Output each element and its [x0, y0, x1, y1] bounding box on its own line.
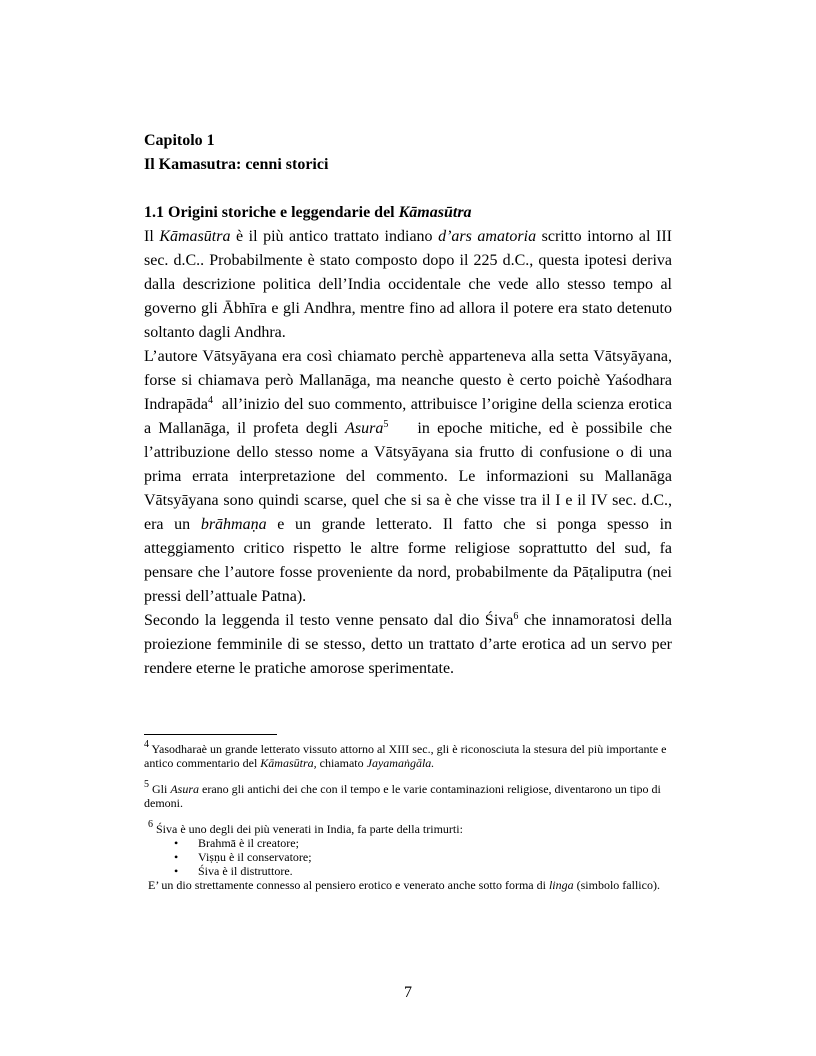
text-run: è il più antico trattato indiano [230, 228, 439, 245]
text-run: Il [144, 228, 160, 245]
text-run: Gli [149, 782, 171, 796]
chapter-number: Capitolo 1 [144, 132, 215, 149]
text-run: e un grande letterato. Il fatto che si ponga spesso in atteggiamento critico rispetto le altre forme religiose soprattutto del sud, fa pensare che l’autore fosse proveniente da nord, probabilmente da Pāṭaliputra (nei pressi dell’attuale Patna). [144, 516, 673, 605]
paragraph-1 [144, 225, 672, 345]
trimurti-list [144, 836, 672, 878]
footnote-ref-4[interactable]: 4 [207, 395, 213, 406]
italic-run: Kāmasūtra [159, 228, 231, 245]
section-heading [144, 201, 672, 225]
text-run: in epoche mitiche, ed è possibile che l’attribuzione dello stesso nome a Vātsyāyana sia frutto di confusione o di una prima errata interpretazione del commento. Le informazioni su Mallanāga Vātsyāyana sono quindi scarse, quel che si sa è che visse tra il I e il IV sec. d.C., era un [144, 420, 677, 533]
footnote-5 [144, 779, 672, 810]
paragraph-2 [144, 345, 677, 609]
list-item: • Śiva è il distruttore. [174, 864, 672, 878]
text-run: chiamato [316, 756, 367, 770]
italic-run: linga [548, 878, 574, 892]
paragraph-3 [144, 609, 672, 681]
footnote-6 [144, 819, 672, 892]
italic-run: Kāmasūtra, [260, 756, 317, 770]
text-run: Secondo la leggenda il testo venne pensato dal dio Śiva [144, 612, 514, 629]
chapter-title: Il Kamasutra: cenni storici [144, 156, 329, 173]
text-run: Yasodharaè un grande letterato vissuto attorno al XIII sec., gli è riconosciuta la stesura del più importante e antico commentario del [144, 742, 667, 770]
page-number: 7 [404, 984, 412, 1001]
italic-run: Asura [345, 420, 384, 437]
footnote-4 [144, 739, 672, 770]
list-item: • Brahmā è il creatore; [174, 836, 672, 850]
footnote-ref-5[interactable]: 5 [383, 419, 389, 430]
italic-run: brāhmaṇa [200, 516, 267, 533]
text-run: E’ un dio strettamente connesso al pensiero erotico e venerato anche sotto forma di [148, 878, 549, 892]
text-run: (simbolo fallico). [573, 878, 660, 892]
footnotes [144, 739, 672, 904]
section-heading-prefix: 1.1 Origini storiche e leggendarie del [144, 204, 399, 221]
list-item: • Viṣṇu è il conservatore; [174, 850, 672, 864]
italic-run: Asura [170, 782, 200, 796]
footnote-6-outro [144, 878, 672, 892]
footnote-mark: 4 [144, 739, 149, 750]
text-run: Śiva è uno degli dei più venerati in India, fa parte della trimurti: [153, 822, 463, 836]
text-run: scritto intorno al III sec. d.C.. Probabilmente è stato composto dopo il 225 d.C., questa ipotesi deriva dalla descrizione politica dell’India occidentale che vede allo stesso tempo al governo gli Ābhīra e gli Andhra, mentre fino ad allora il potere era stato detenuto soltanto dagli Andhra. [144, 228, 673, 341]
footnote-separator [144, 734, 277, 735]
italic-run: Jayamaṅgāla. [366, 756, 435, 770]
text-run: che innamoratosi della proiezione femminile di se stesso, detto un trattato d’arte erotica ad un servo per rendere eterne le pratiche amorose sperimentate. [144, 612, 672, 677]
italic-run: d’ars amatoria [438, 228, 537, 245]
footnote-mark: 5 [144, 779, 149, 790]
page-content [144, 129, 677, 681]
text-run: all’inizio del suo commento, attribuisce l’origine della scienza erotica a Mallanāga, il profeta degli [144, 396, 676, 437]
body-text [144, 225, 677, 681]
footnote-6-intro [144, 819, 672, 836]
text-run: L’autore Vātsyāyana era così chiamato perchè apparteneva alla setta Vātsyāyana, forse si chiamava però Mallanāga, ma neanche questo è certo poichè Yaśodhara Indrapāda [144, 348, 672, 413]
section-heading-italic: Kāmasūtra [398, 204, 472, 221]
footnote-ref-6[interactable]: 6 [513, 611, 519, 622]
text-run: erano gli antichi dei che con il tempo e le varie contaminazioni religiose, diventarono un tipo di demoni. [144, 782, 661, 810]
footnote-mark: 6 [148, 819, 153, 830]
